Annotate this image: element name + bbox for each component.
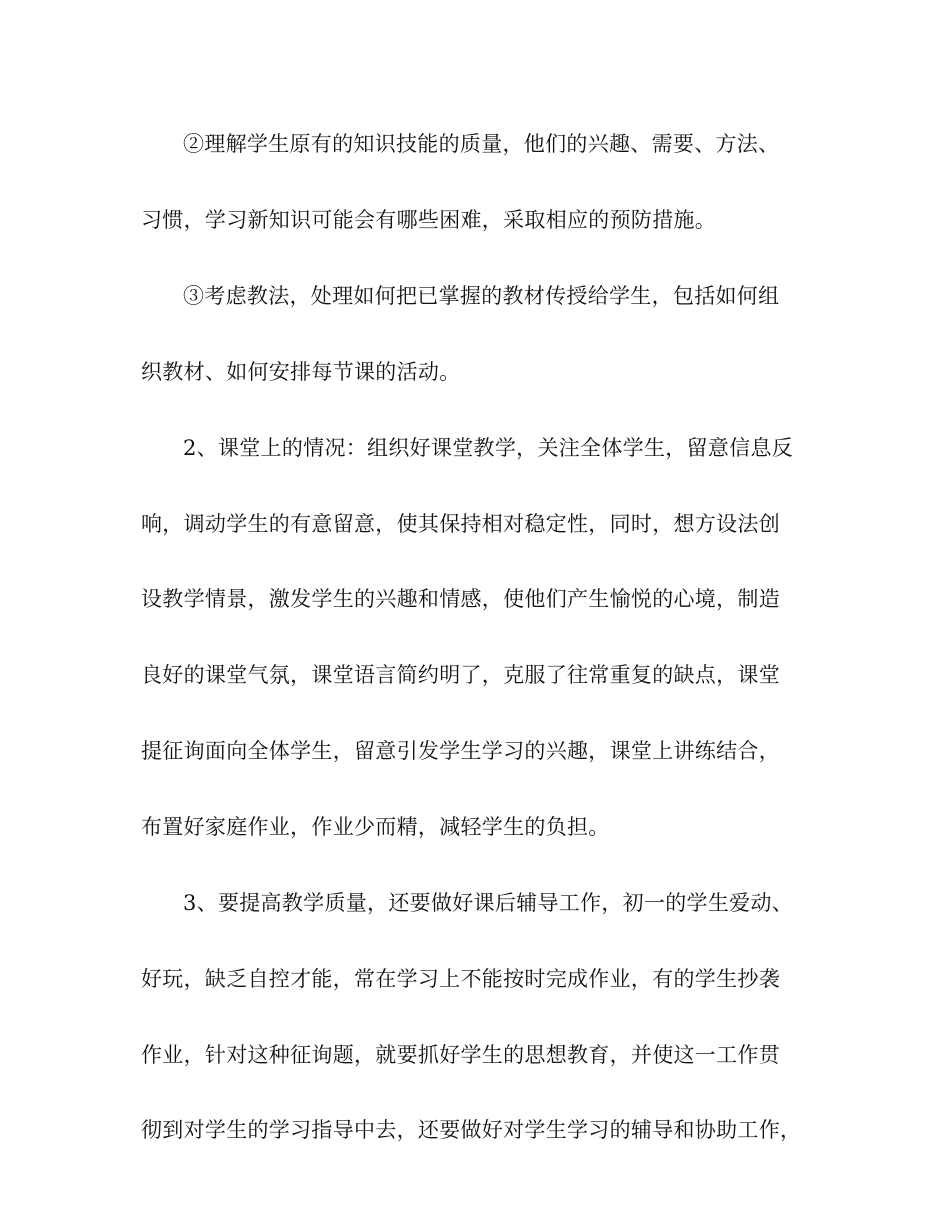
paragraph-3-line-1: 2、课堂上的情况：组织好课堂教学，关注全体学生，留意信息反: [183, 436, 794, 460]
paragraph-1-line-2: 习惯，学习新知识可能会有哪些困难，采取相应的预防措施。: [141, 208, 717, 232]
paragraph-4-line-1: 3、要提高教学质量，还要做好课后辅导工作，初一的学生爱动、: [183, 891, 794, 915]
paragraph-4-line-3: 作业，针对这种征询题，就要抓好学生的思想教育，并使这一工作贯: [141, 1043, 780, 1067]
paragraph-3-line-2: 响，调动学生的有意留意，使其保持相对稳定性，同时，想方设法创: [141, 512, 780, 536]
paragraph-3-line-6: 布置好家庭作业，作业少而精，减轻学生的负担。: [141, 815, 610, 839]
paragraph-2-line-1: ③考虑教法，处理如何把已掌握的教材传授给学生，包括如何组: [183, 284, 780, 308]
paragraph-3-line-4: 良好的课堂气氛，课堂语言简约明了，克服了往常重复的缺点，课堂: [141, 663, 780, 687]
paragraph-4-line-2: 好玩，缺乏自控才能，常在学习上不能按时完成作业，有的学生抄袭: [141, 967, 780, 991]
paragraph-1-line-1: ②理解学生原有的知识技能的质量，他们的兴趣、需要、方法、: [183, 132, 780, 156]
paragraph-4-line-4: 彻到对学生的学习指导中去，还要做好对学生学习的辅导和协助工作，: [141, 1118, 802, 1142]
paragraph-2-line-2: 织教材、如何安排每节课的活动。: [141, 360, 461, 384]
paragraph-3-line-3: 设教学情景，激发学生的兴趣和情感，使他们产生愉悦的心境，制造: [141, 587, 780, 611]
paragraph-3-line-5: 提征询面向全体学生，留意引发学生学习的兴趣，课堂上讲练结合，: [141, 739, 780, 763]
